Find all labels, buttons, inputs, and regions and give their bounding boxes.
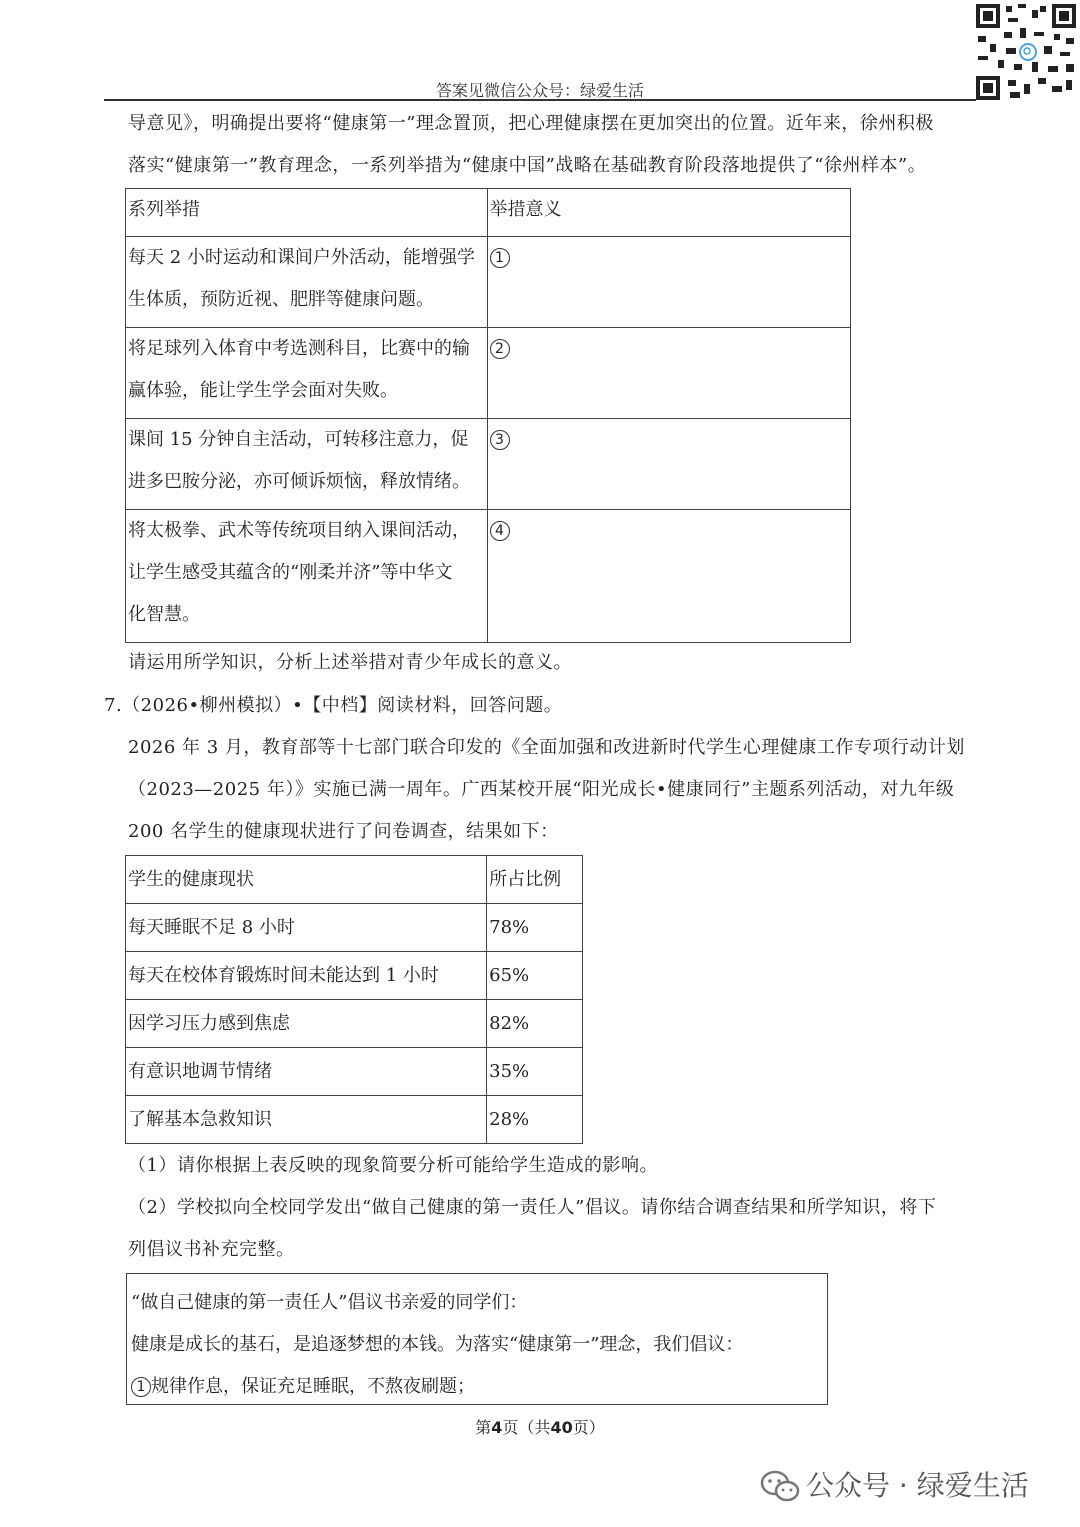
header-rule	[104, 99, 976, 101]
percent-cell: 28%	[487, 1096, 583, 1144]
table-header-cell: 举措意义	[487, 189, 850, 237]
measure-cell	[126, 328, 488, 419]
measure-line: 课间 15 分钟自主活动，可转移注意力，促	[128, 429, 469, 450]
q7-sub1: （1）请你根据上表反映的现象简要分析可能给学生造成的影响。	[128, 1155, 658, 1176]
status-cell: 每天在校体育锻炼时间未能达到 1 小时	[126, 952, 487, 1000]
footer-text: 第	[475, 1418, 492, 1437]
measure-line: 化智慧。	[128, 604, 200, 625]
meaning-cell	[487, 419, 850, 510]
proposal-intro: 健康是成长的基石，是追逐梦想的本钱。为落实“健康第一”理念，我们倡议：	[131, 1334, 744, 1355]
measure-line: 赢体验，能让学生学会面对失败。	[128, 380, 398, 401]
measure-line: 每天 2 小时运动和课间户外活动，能增强学	[128, 247, 475, 268]
measure-line: 将足球列入体育中考选测科目，比赛中的输	[128, 338, 470, 359]
table-row	[126, 237, 851, 328]
table-row	[126, 1000, 583, 1048]
page-number: 4	[491, 1418, 503, 1437]
percent-cell: 65%	[487, 952, 583, 1000]
table-header-cell: 所占比例	[487, 856, 583, 904]
meaning-cell	[487, 510, 850, 643]
table-header-cell: 学生的健康现状	[126, 856, 487, 904]
intro-line-1: 导意见》，明确提出要将“健康第一”理念置顶，把心理健康摆在更加突出的位置。近年来，徐州积极	[128, 113, 934, 134]
page-footer	[0, 1415, 1080, 1438]
proposal-title: “做自己健康的第一责任人”倡议书亲爱的同学们：	[131, 1292, 528, 1313]
proposal-item-1	[131, 1366, 823, 1408]
table-header-row	[126, 189, 851, 237]
measure-line: 进多巴胺分泌，亦可倾诉烦恼，释放情绪。	[128, 471, 470, 492]
watermark-text: 公众号 · 绿爱生活	[806, 1469, 1029, 1502]
survey-table	[125, 855, 583, 1144]
q7-material-line-3: 200 名学生的健康现状进行了问卷调查，结果如下：	[128, 821, 559, 842]
measure-cell	[126, 419, 488, 510]
table-row	[126, 904, 583, 952]
meaning-cell	[487, 237, 850, 328]
percent-cell: 35%	[487, 1048, 583, 1096]
circled-number: 2	[490, 339, 510, 359]
wechat-watermark	[760, 1464, 1029, 1504]
table-row	[126, 510, 851, 643]
table-row	[126, 1048, 583, 1096]
table-row	[126, 328, 851, 419]
table-row	[126, 952, 583, 1000]
q7-title: 7.（2026•柳州模拟）•【中档】阅读材料，回答问题。	[104, 695, 563, 716]
meaning-cell	[487, 328, 850, 419]
circled-number: 1	[131, 1377, 151, 1397]
wechat-icon	[760, 1470, 800, 1504]
measure-line: 生体质，预防近视、肥胖等健康问题。	[128, 289, 434, 310]
measure-cell	[126, 510, 488, 643]
status-cell: 因学习压力感到焦虑	[126, 1000, 487, 1048]
q6-prompt: 请运用所学知识，分析上述举措对青少年成长的意义。	[128, 652, 572, 673]
circled-number: 3	[490, 430, 510, 450]
measures-table	[125, 188, 851, 643]
status-cell: 每天睡眠不足 8 小时	[126, 904, 487, 952]
status-cell: 了解基本急救知识	[126, 1096, 487, 1144]
q7-sub2-line-2: 列倡议书补充完整。	[128, 1239, 295, 1260]
circled-number: 1	[490, 248, 510, 268]
table-header-row	[126, 856, 583, 904]
q7-sub2-line-1: （2）学校拟向全校同学发出“做自己健康的第一责任人”倡议。请你结合调查结果和所学知识，将下	[128, 1197, 937, 1218]
percent-cell: 78%	[487, 904, 583, 952]
table-row	[126, 1096, 583, 1144]
status-cell: 有意识地调节情绪	[126, 1048, 487, 1096]
page-header: 答案见微信公众号：绿爱生活	[435, 81, 644, 100]
table-row	[126, 419, 851, 510]
q7-material-line-1: 2026 年 3 月，教育部等十七部门联合印发的《全面加强和改进新时代学生心理健康工作专项行动计划	[128, 737, 965, 758]
proposal-item-text: 规律作息，保证充足睡眠，不熬夜刷题；	[151, 1376, 475, 1397]
measure-line: 将太极拳、武术等传统项目纳入课间活动，	[128, 520, 470, 541]
footer-text: 页（共	[502, 1418, 551, 1437]
circled-number: 4	[490, 521, 510, 541]
measure-cell	[126, 237, 488, 328]
table-header-cell: 系列举措	[126, 189, 488, 237]
intro-line-2: 落实“健康第一”教育理念，一系列举措为“健康中国”战略在基础教育阶段落地提供了“徐州样本”。	[128, 155, 927, 176]
footer-text: 页）	[572, 1418, 605, 1437]
measure-line: 让学生感受其蕴含的“刚柔并济”等中华文	[128, 562, 453, 583]
percent-cell: 82%	[487, 1000, 583, 1048]
total-pages: 40	[550, 1418, 573, 1437]
q7-material-line-2: （2023—2025 年）》实施已满一周年。广西某校开展“阳光成长•健康同行”主题系列活动，对九年级	[128, 779, 955, 800]
proposal-box	[126, 1273, 828, 1405]
